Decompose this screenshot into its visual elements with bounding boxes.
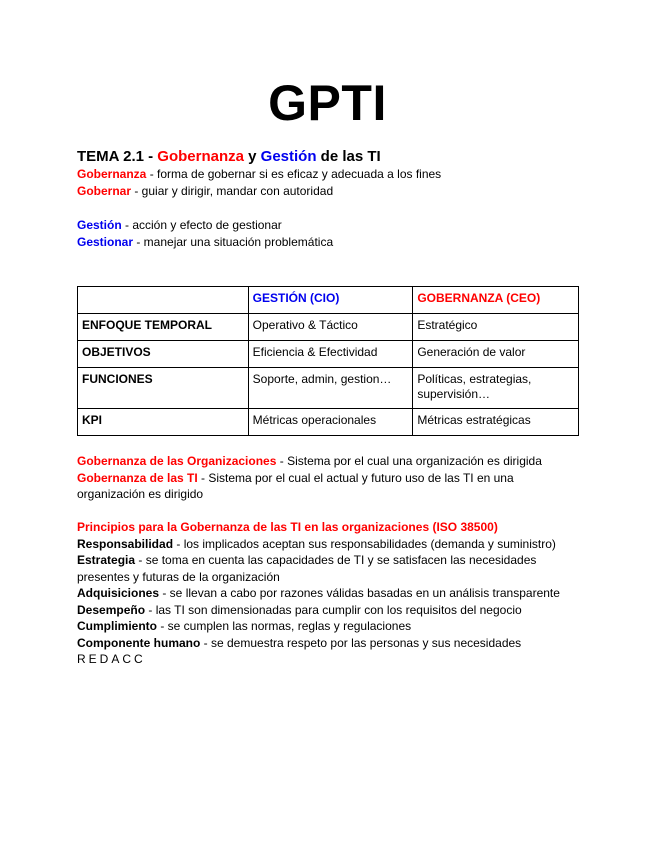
topic-gestion: Gestión	[260, 148, 317, 165]
principles-heading: Principios para la Gobernanza de las TI en las organizaciones (ISO 38500)	[77, 520, 498, 534]
page-title: GPTI	[268, 75, 387, 131]
org-text: - Sistema por el cual una organización es dirigida	[276, 454, 542, 468]
cell-gestion: Eficiencia & Efectividad	[248, 341, 413, 368]
org-definition	[77, 453, 582, 470]
principle-item	[77, 602, 582, 619]
definition-text: - guiar y dirigir, mandar con autoridad	[131, 184, 334, 198]
principle-term: Adquisiciones	[77, 586, 160, 600]
principle-text: - los implicados aceptan sus responsabilidades (demanda y suministro)	[173, 536, 556, 551]
principle-term: Responsabilidad	[77, 536, 174, 551]
definition-line	[77, 183, 333, 200]
definition-term: Gobernar	[77, 184, 132, 198]
header-cell-gobernanza: GOBERNANZA (CEO)	[413, 287, 579, 314]
definition-line	[77, 166, 441, 183]
row-label: ENFOQUE TEMPORAL	[78, 314, 249, 341]
principles-acronym: REDACC	[77, 652, 146, 666]
principle-term: Estrategia	[77, 553, 136, 567]
principle-text: - las TI son dimensionadas para cumplir con los requisitos del negocio	[145, 602, 522, 617]
definition-text: - forma de gobernar si es eficaz y adecuada a los fines	[146, 167, 442, 181]
definition-term: Gestión	[77, 218, 122, 232]
org-term: Gobernanza de las Organizaciones	[77, 454, 277, 468]
org-definition	[77, 470, 582, 503]
topic-suffix: de las TI	[316, 148, 381, 165]
row-label: OBJETIVOS	[78, 341, 249, 368]
definition-line	[77, 217, 282, 234]
row-label: KPI	[78, 409, 249, 436]
principle-term: Cumplimiento	[77, 619, 157, 633]
definition-text: - acción y efecto de gestionar	[121, 218, 282, 232]
principle-term: Desempeño	[77, 602, 146, 617]
organization-definitions	[77, 453, 582, 503]
table-header-row	[78, 287, 579, 314]
definition-term: Gestionar	[77, 235, 134, 249]
principle-item	[77, 552, 582, 585]
topic-and: y	[243, 148, 261, 165]
cell-gobernanza: Políticas, estrategias, supervisión…	[413, 368, 579, 409]
principle-term: Componente humano	[77, 635, 201, 650]
principle-text: - se demuestra respeto por las personas y sus necesidades	[200, 635, 522, 650]
principle-text: - se toma en cuenta las capacidades de TI y se satisfacen las necesidades presentes y futuras de la organización	[77, 553, 537, 584]
table-row	[78, 314, 579, 341]
principle-text: - se cumplen las normas, reglas y regulaciones	[157, 619, 412, 633]
cell-gobernanza: Estratégico	[413, 314, 579, 341]
table-row	[78, 341, 579, 368]
definition-term: Gobernanza	[77, 167, 147, 181]
definition-text: - manejar una situación problemática	[133, 235, 334, 249]
topic-prefix: TEMA 2.1 -	[77, 148, 158, 165]
header-cell-empty	[78, 287, 249, 314]
cell-gobernanza: Métricas estratégicas	[413, 409, 579, 436]
table-row	[78, 409, 579, 436]
principle-text: - se llevan a cabo por razones válidas basadas en un análisis transparente	[159, 586, 560, 600]
topic-gobernanza: Gobernanza	[157, 148, 244, 165]
org-text: - Sistema por el cual el actual y futuro uso de las TI en una organización es dirigido	[77, 470, 514, 501]
principle-item	[77, 585, 582, 602]
principle-item	[77, 536, 582, 553]
cell-gobernanza: Generación de valor	[413, 341, 579, 368]
row-label: FUNCIONES	[78, 368, 249, 409]
comparison-table	[77, 286, 579, 436]
cell-gestion: Operativo & Táctico	[248, 314, 413, 341]
cell-gestion: Soporte, admin, gestion…	[248, 368, 413, 409]
principles-section	[77, 519, 582, 668]
principle-item	[77, 618, 582, 635]
cell-gestion: Métricas operacionales	[248, 409, 413, 436]
definition-line	[77, 234, 333, 251]
org-term: Gobernanza de las TI	[77, 470, 198, 485]
principle-item	[77, 635, 582, 652]
header-cell-gestion: GESTIÓN (CIO)	[248, 287, 413, 314]
topic-heading	[77, 148, 381, 165]
table-row	[78, 368, 579, 409]
